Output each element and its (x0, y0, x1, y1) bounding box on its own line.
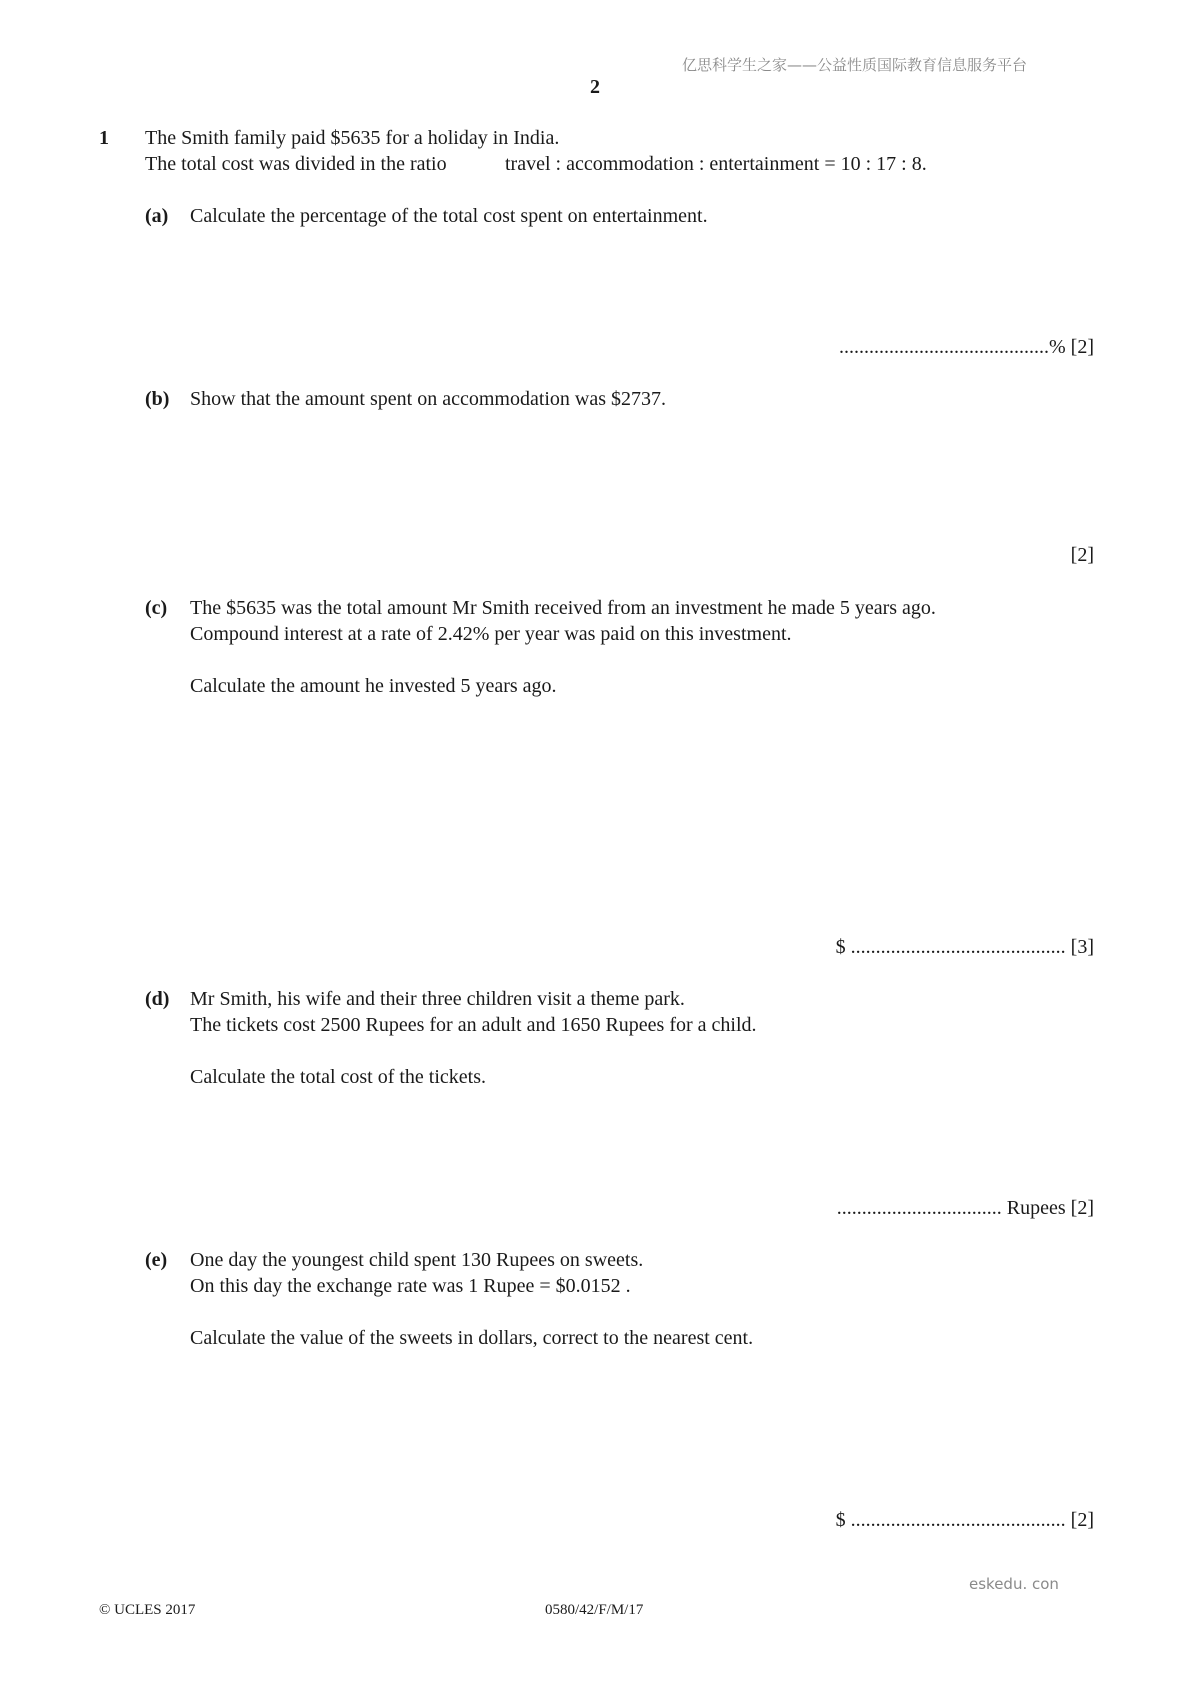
part-d-label: (d) (145, 988, 170, 1010)
part-b-text: Show that the amount spent on accommodation was $2737. (190, 388, 667, 410)
header-watermark: 亿思科学生之家——公益性质国际教育信息服务平台 (682, 56, 1028, 74)
footer-copyright: © UCLES 2017 (99, 1602, 196, 1618)
part-a-answer-line[interactable]: ..........................................% [2] (839, 336, 1094, 358)
part-b-marks: [2] (1070, 544, 1094, 566)
part-d-line2: The tickets cost 2500 Rupees for an adult and 1650 Rupees for a child. (190, 1014, 757, 1036)
part-e-label: (e) (145, 1249, 168, 1271)
part-a-text: Calculate the percentage of the total cost spent on entertainment. (190, 205, 708, 227)
part-e-line3: Calculate the value of the sweets in dollars, correct to the nearest cent. (190, 1327, 754, 1349)
part-b-label: (b) (145, 388, 170, 410)
question-intro-line1: The Smith family paid $5635 for a holiday in India. (145, 127, 560, 149)
part-c-line1: The $5635 was the total amount Mr Smith received from an investment he made 5 years ago. (190, 597, 936, 619)
part-c-line2: Compound interest at a rate of 2.42% per year was paid on this investment. (190, 623, 792, 645)
part-e-line1: One day the youngest child spent 130 Rupees on sweets. (190, 1249, 644, 1271)
footer-watermark: eskedu. con (969, 1575, 1059, 1593)
ratio-text: travel : accommodation : entertainment = 10 : 17 : 8. (505, 153, 927, 175)
part-c-line3: Calculate the amount he invested 5 years ago. (190, 675, 557, 697)
part-d-line1: Mr Smith, his wife and their three children visit a theme park. (190, 988, 685, 1010)
part-d-answer-line[interactable]: ................................. Rupees [2] (836, 1197, 1094, 1219)
question-intro-line2a: The total cost was divided in the ratio (145, 153, 447, 175)
part-a-label: (a) (145, 205, 169, 227)
part-c-answer-line[interactable]: $ ........................................... [3] (835, 936, 1094, 958)
part-d-line3: Calculate the total cost of the tickets. (190, 1066, 487, 1088)
page-number: 2 (590, 76, 600, 98)
part-e-line2: On this day the exchange rate was 1 Rupee = $0.0152 . (190, 1275, 631, 1297)
question-number: 1 (99, 127, 109, 149)
part-c-label: (c) (145, 597, 168, 619)
footer-paper-code: 0580/42/F/M/17 (545, 1602, 644, 1618)
part-e-answer-line[interactable]: $ ........................................... [2] (835, 1509, 1094, 1531)
